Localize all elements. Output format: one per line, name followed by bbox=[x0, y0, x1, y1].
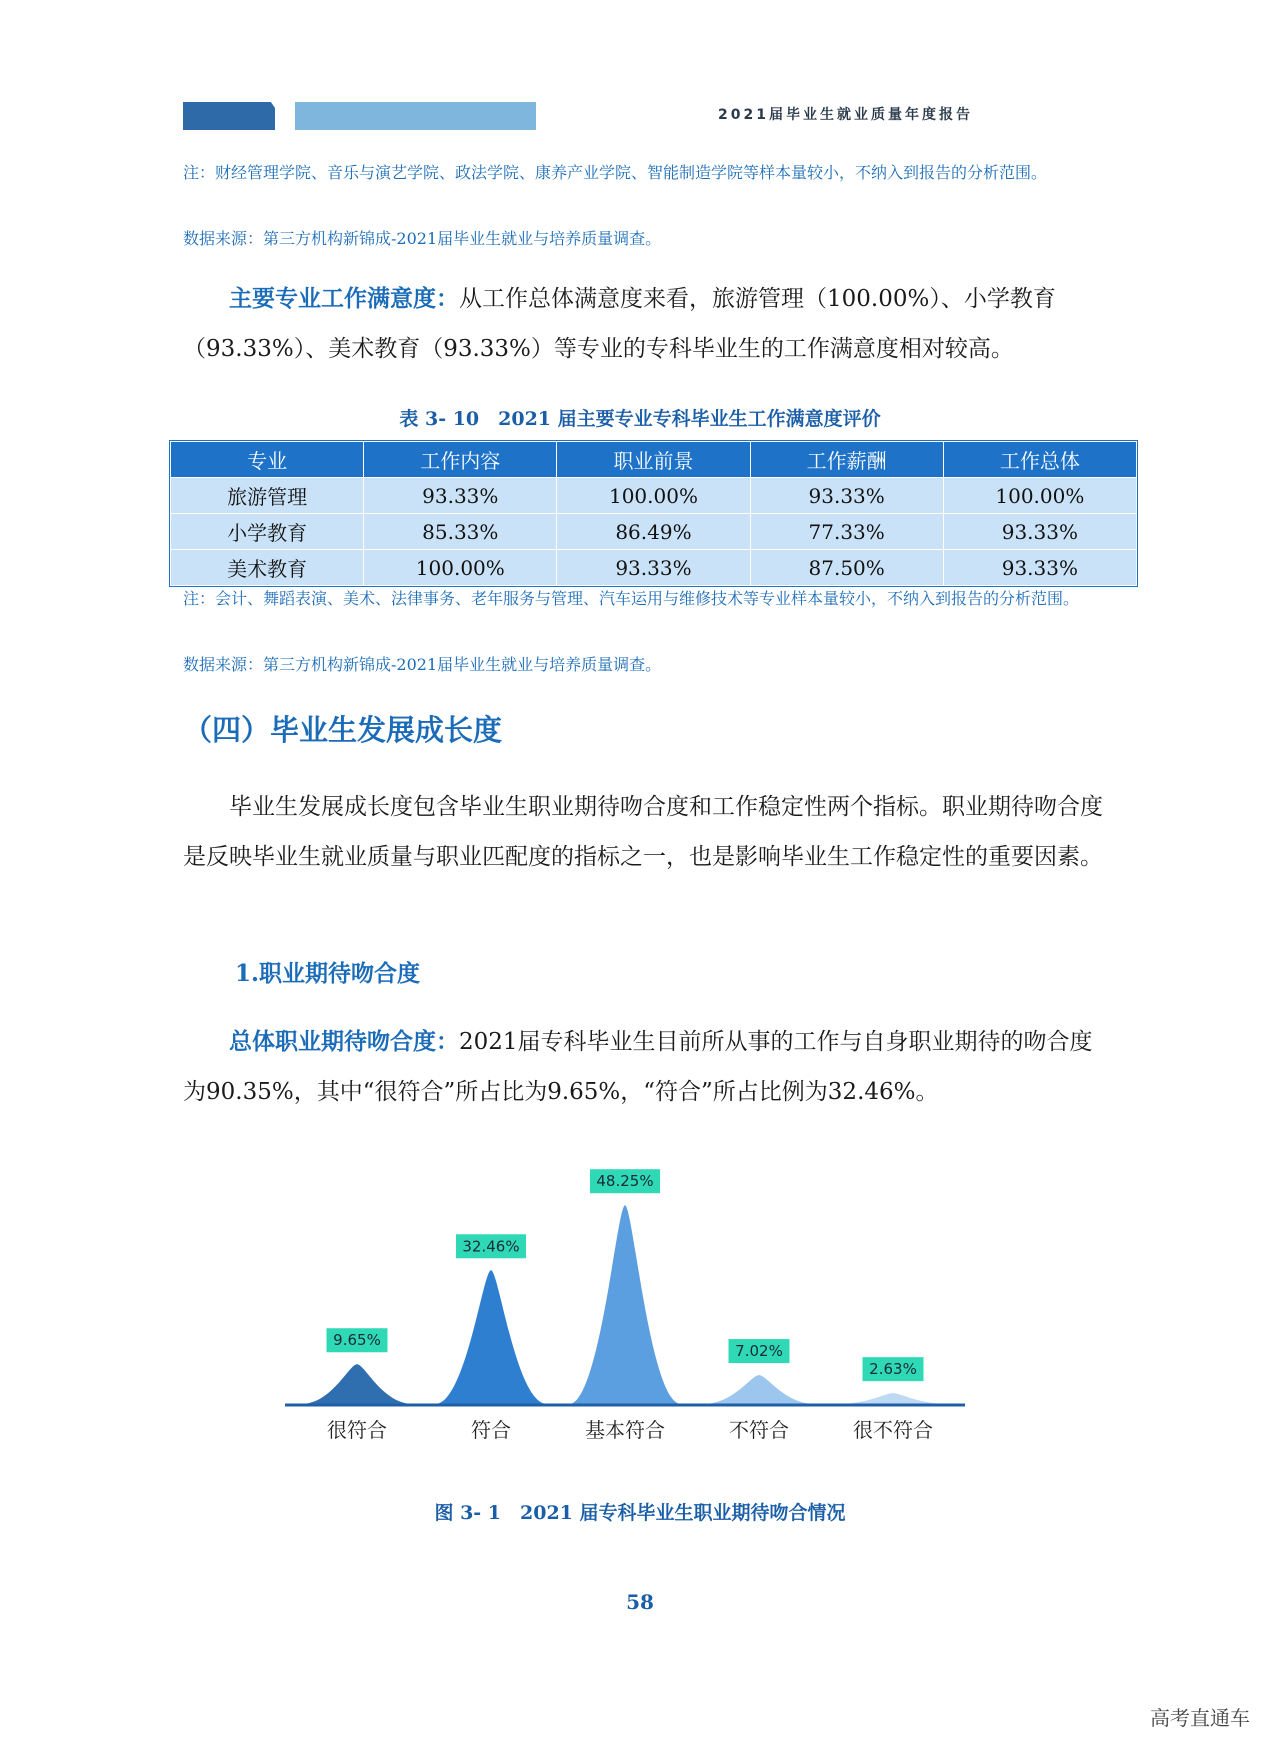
table-note: 注：会计、舞蹈表演、美术、法律事务、老年服务与管理、汽车运用与维修技术等专业样本量较小，不纳入到报告的分析范围。 bbox=[183, 589, 1080, 608]
table-cell: 93.33% bbox=[557, 550, 750, 586]
table-header-cell: 工作总体 bbox=[943, 442, 1136, 478]
table-cell: 77.33% bbox=[750, 514, 943, 550]
table-cell: 93.33% bbox=[943, 514, 1136, 550]
data-label: 9.65% bbox=[333, 1331, 381, 1350]
data-label: 48.25% bbox=[596, 1172, 654, 1191]
table-cell: 小学教育 bbox=[171, 514, 364, 550]
table-cell: 旅游管理 bbox=[171, 478, 364, 514]
table-row bbox=[171, 550, 1137, 586]
table-cell: 美术教育 bbox=[171, 550, 364, 586]
data-label: 7.02% bbox=[735, 1342, 783, 1361]
top-source: 数据来源：第三方机构新锦成-2021届毕业生就业与培养质量调查。 bbox=[183, 229, 662, 248]
table-header-cell: 职业前景 bbox=[557, 442, 750, 478]
chart-peak-5 bbox=[837, 1393, 949, 1404]
data-label: 32.46% bbox=[462, 1237, 520, 1256]
chart-peak-2 bbox=[435, 1270, 547, 1404]
top-note: 注：财经管理学院、音乐与演艺学院、政法学院、康养产业学院、智能制造学院等样本量较小，不纳入到报告的分析范围。 bbox=[183, 163, 1048, 182]
table-row bbox=[171, 478, 1137, 514]
table-cell: 87.50% bbox=[750, 550, 943, 586]
sub-heading: 1.职业期待吻合度 bbox=[235, 960, 421, 987]
major-satisfaction-paragraph bbox=[183, 274, 1103, 374]
page-number: 58 bbox=[626, 1590, 654, 1614]
table-header-row bbox=[171, 442, 1137, 478]
table-header-cell: 专业 bbox=[171, 442, 364, 478]
table-cell: 100.00% bbox=[943, 478, 1136, 514]
table-cell: 100.00% bbox=[364, 550, 557, 586]
major-satisfaction-text: 从工作总体满意度来看，旅游管理（100.00%）、小学教育（93.33%）、美术教育（93.33%）等专业的专科毕业生的工作满意度相对较高。 bbox=[183, 286, 1056, 362]
chart-svg bbox=[270, 1150, 990, 1450]
section-intro: 毕业生发展成长度包含毕业生职业期待吻合度和工作稳定性两个指标。职业期待吻合度是反映毕业生就业质量与职业匹配度的指标之一，也是影响毕业生工作稳定性的重要因素。 bbox=[183, 794, 1103, 870]
category-label: 基本符合 bbox=[585, 1418, 665, 1442]
table-cell: 93.33% bbox=[943, 550, 1136, 586]
table-header-cell: 工作内容 bbox=[364, 442, 557, 478]
table-cell: 85.33% bbox=[364, 514, 557, 550]
table-cell: 93.33% bbox=[750, 478, 943, 514]
category-label: 很不符合 bbox=[853, 1418, 933, 1442]
data-label: 2.63% bbox=[869, 1360, 917, 1379]
category-label: 很符合 bbox=[327, 1418, 387, 1442]
watermark: 高考直通车 bbox=[1150, 1706, 1250, 1730]
major-satisfaction-label: 主要专业工作满意度： bbox=[229, 285, 459, 312]
chart-peak-3 bbox=[569, 1205, 681, 1404]
table-caption: 表 3- 10 2021 届主要专业专科毕业生工作满意度评价 bbox=[399, 408, 881, 430]
table-cell: 86.49% bbox=[557, 514, 750, 550]
table-source: 数据来源：第三方机构新锦成-2021届毕业生就业与培养质量调查。 bbox=[183, 655, 662, 674]
match-text: 2021届专科毕业生目前所从事的工作与自身职业期待的吻合度为90.35%，其中“很符合”所占比为9.65%，“符合”所占比例为32.46%。 bbox=[183, 1029, 1093, 1105]
table-cell: 100.00% bbox=[557, 478, 750, 514]
chart-caption: 图 3- 1 2021 届专科毕业生职业期待吻合情况 bbox=[434, 1502, 846, 1524]
category-label: 不符合 bbox=[729, 1418, 789, 1442]
section-heading: （四）毕业生发展成长度 bbox=[183, 713, 503, 747]
table-row bbox=[171, 514, 1137, 550]
match-paragraph bbox=[183, 1017, 1103, 1117]
match-label: 总体职业期待吻合度： bbox=[229, 1028, 459, 1055]
table-header-cell: 工作薪酬 bbox=[750, 442, 943, 478]
expectation-match-chart bbox=[270, 1150, 990, 1454]
header-title: 2021届毕业生就业质量年度报告 bbox=[718, 107, 973, 123]
header-decor-band bbox=[183, 102, 536, 130]
category-label: 符合 bbox=[471, 1418, 511, 1442]
satisfaction-table bbox=[170, 441, 1137, 586]
chart-peak-1 bbox=[301, 1364, 413, 1404]
table-cell: 93.33% bbox=[364, 478, 557, 514]
chart-peak-4 bbox=[703, 1375, 815, 1404]
